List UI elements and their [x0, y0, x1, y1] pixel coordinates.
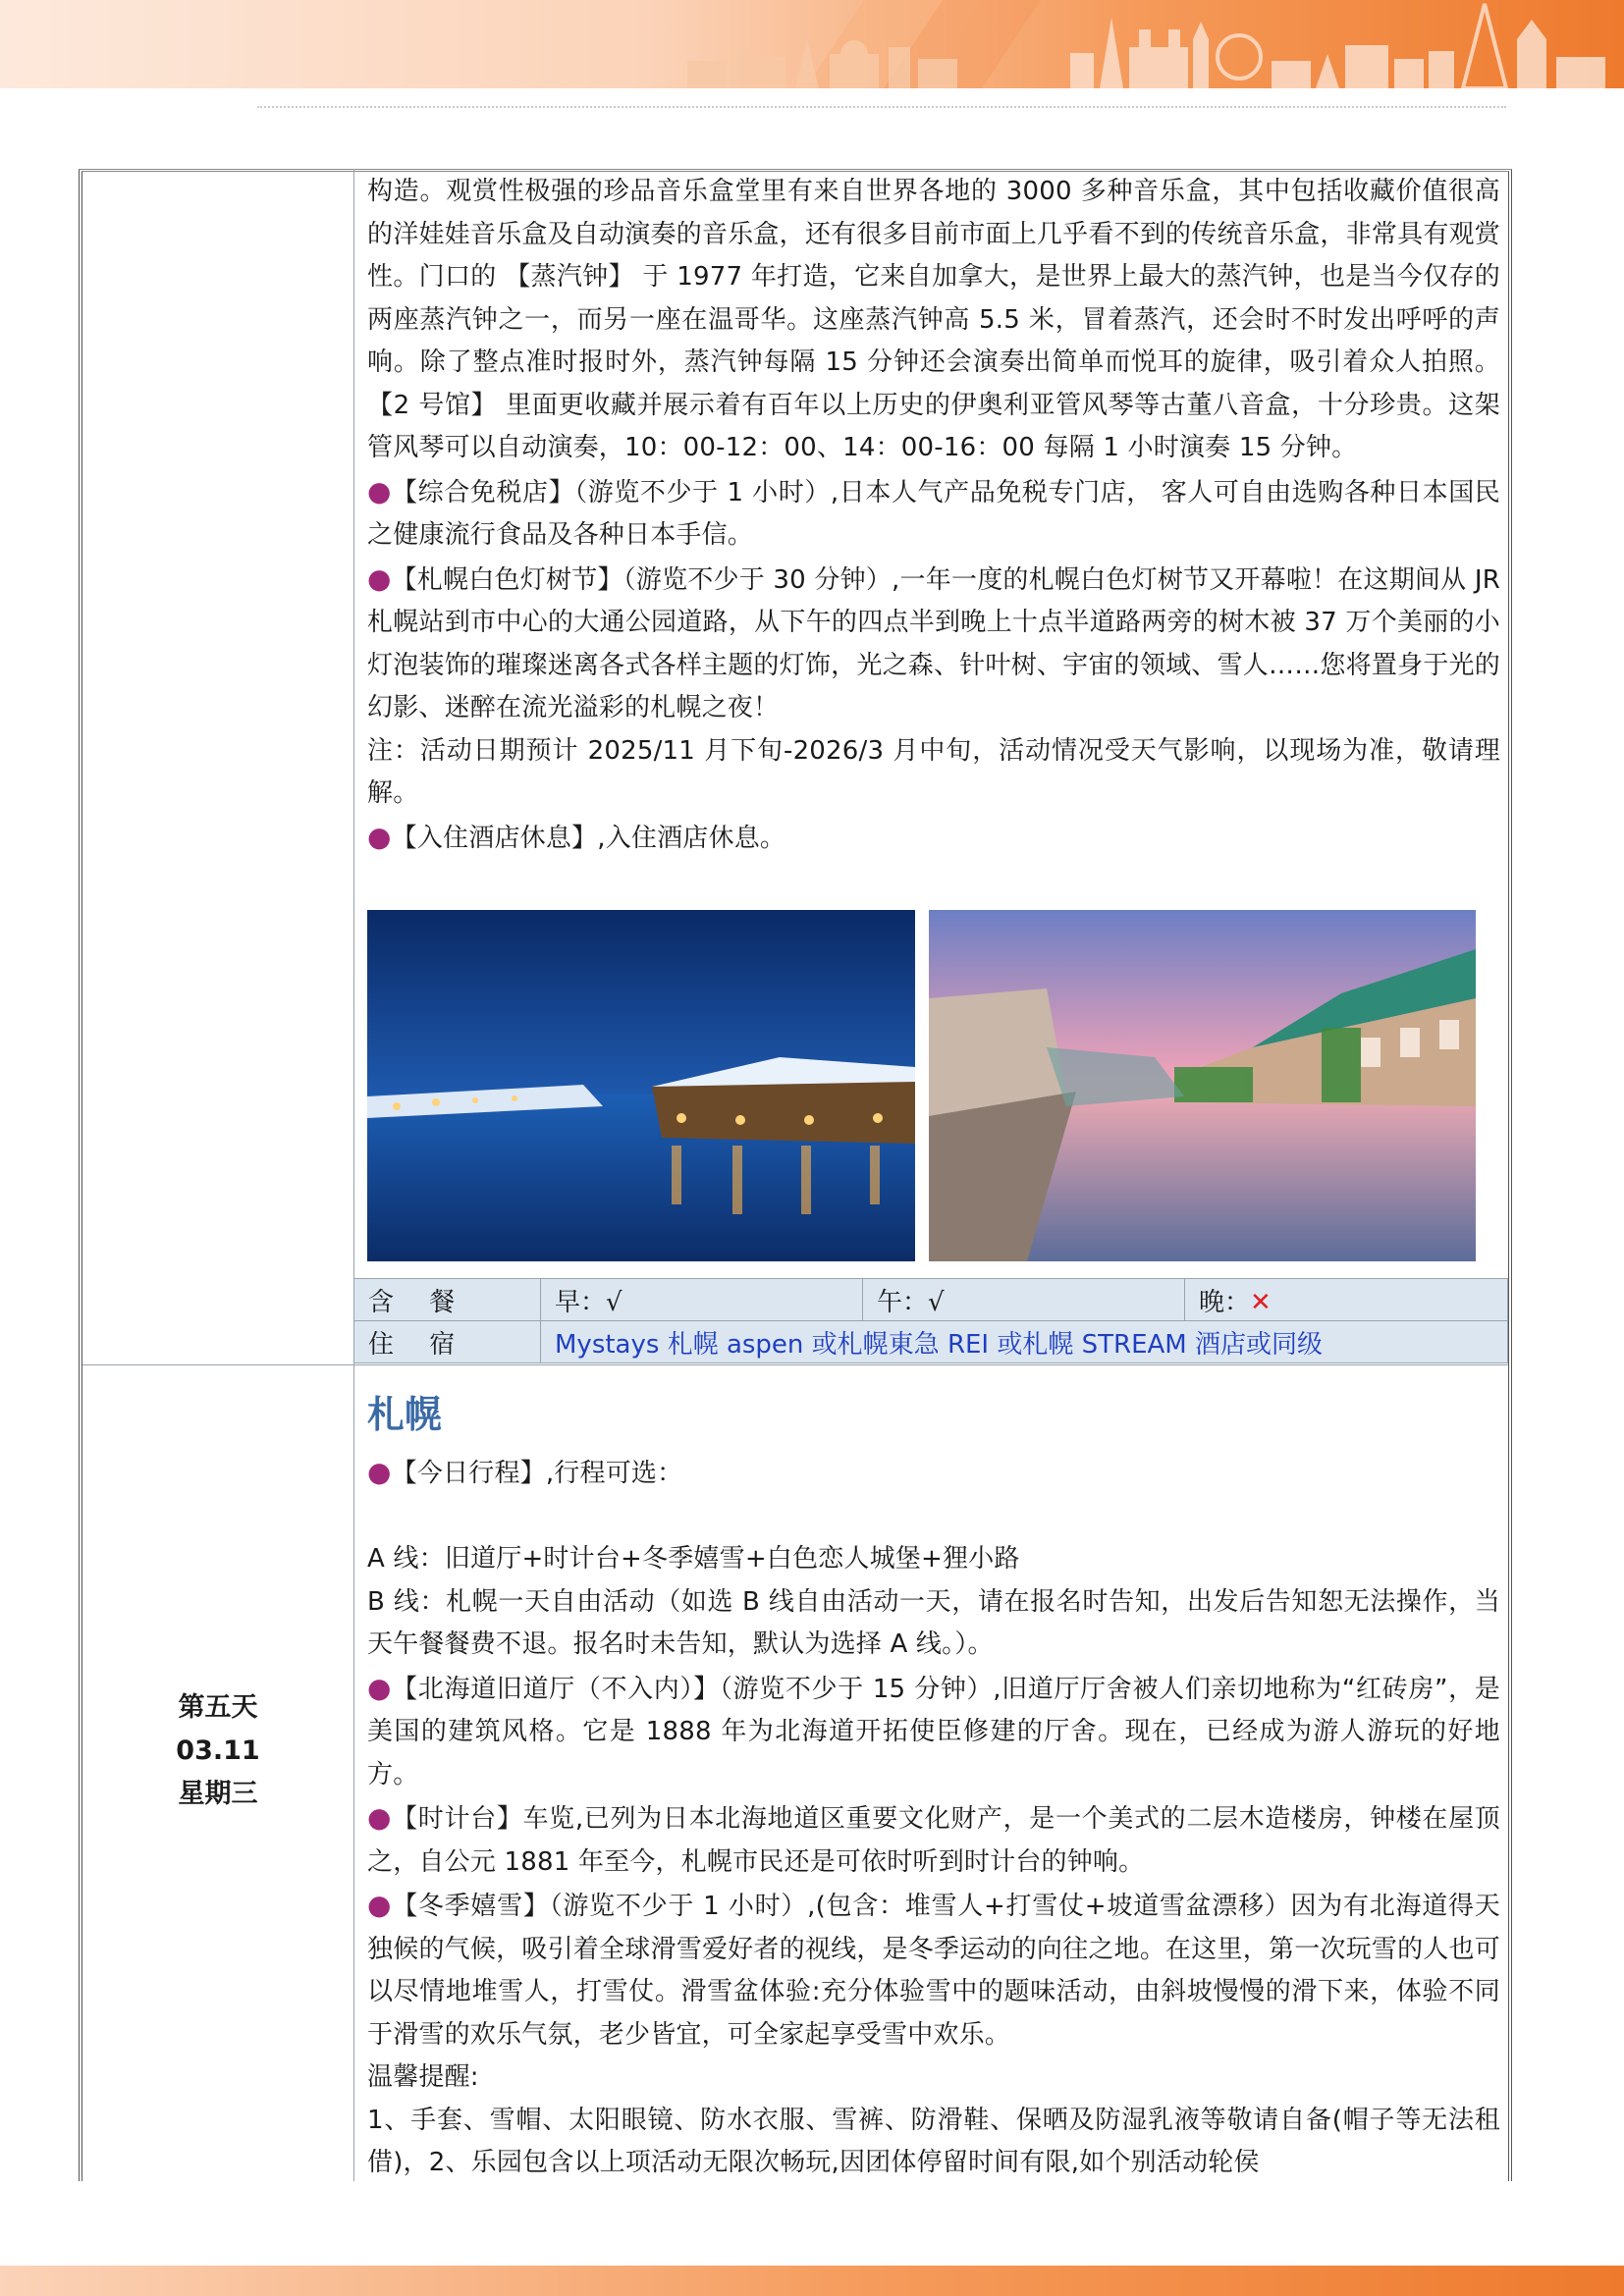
dinner-cell: 晚：✕	[1185, 1279, 1508, 1321]
bullet-icon: ●	[367, 1889, 393, 1921]
route-b: B 线：札幌一天自由活动（如选 B 线自由活动一天，请在报名时告知，出发后告知恕无法操作，当天午餐餐费不退。报名时未告知，默认为选择 A 线。）。	[367, 1586, 1500, 1659]
day-column-divider	[353, 169, 354, 2181]
tips-heading: 温馨提醒:	[367, 2062, 479, 2092]
day-weekday: 星期三	[178, 1779, 258, 1809]
music-box-paragraph: 构造。观赏性极强的珍品音乐盒堂里有来自世界各地的 3000 多种音乐盒，其中包括收藏价值很高的洋娃娃音乐盒及自动演奏的音乐盒，还有很多目前市面上几乎看不到的传统音乐盒，非常具有观赏性。门口的 【蒸汽钟】 于 1977 年打造，它来自加拿大，是世界上最大的蒸汽钟，也是当今仅存的两座蒸汽钟之一，而另一座在温哥华。这座蒸汽钟高 5.5 米，冒着蒸汽，还会时不时发出呼呼的声响。除了整点准时报时外，蒸汽钟每隔 15 分钟还会演奏出简单而悦耳的旋律，吸引着众人拍照。 【2 号馆】 里面更收藏并展示着有百年以上历史的伊奥利亚管风琴等古董八音盒，十分珍贵。这架管风琴可以自动演奏，10：00-12：00、14：00-16：00 每隔 1 小时演奏 15 分钟。	[367, 177, 1500, 462]
list-item: ●【入住酒店休息】,入住酒店休息。	[367, 820, 786, 853]
day-date: 03.11	[176, 1735, 260, 1766]
header-banner	[0, 0, 1624, 88]
note-item: 注：活动日期预计 2025/11 月下旬-2026/3 月中旬，活动情况受天气影响，以现场为准，敬请理解。	[367, 735, 1500, 808]
otaru-canal-sunset-photo	[929, 910, 1476, 1261]
meals-row	[354, 1279, 1508, 1321]
lodging-value: Mystays 札幌 aspen 或札幌東急 REI 或札幌 STREAM 酒店或同级	[541, 1321, 1508, 1363]
list-item: ●【札幌白色灯树节】（游览不少于 30 分钟）,一年一度的札幌白色灯树节又开幕啦！在这期间从 JR 札幌站到市中心的大通公园道路，从下午的四点半到晚上十点半道路两旁的树木被 37 万个美丽的小灯泡装饰的璀璨迷离各式各样主题的灯饰，光之森、针叶树、宇宙的领域、雪人……您将置身于光的幻影、迷醉在流光溢彩的札幌之夜！	[367, 561, 1500, 722]
footer-banner	[0, 2266, 1624, 2296]
otaru-canal-night-photo	[367, 910, 915, 1261]
lodging-row	[354, 1321, 1508, 1363]
bullet-icon: ●	[367, 1801, 393, 1834]
bullet-icon: ●	[367, 474, 393, 507]
previous-day-content	[367, 171, 1500, 860]
day5-content	[367, 1451, 1500, 2185]
meals-lodging-table	[353, 1278, 1508, 1363]
bullet-icon: ●	[367, 1456, 392, 1488]
bullet-icon: ●	[367, 820, 392, 853]
day-row-divider	[82, 1364, 1508, 1365]
lodging-label: 住 宿	[354, 1321, 541, 1363]
meals-label: 含 餐	[354, 1279, 541, 1321]
lunch-cell: 午：√	[863, 1279, 1185, 1321]
bullet-icon: ●	[367, 561, 392, 595]
list-item: ●【综合免税店】（游览不少于 1 小时）,日本人气产品免税专门店， 客人可自由选购各种日本国民之健康流行食品及各种日本手信。	[367, 474, 1500, 550]
city-title: 札幌	[367, 1393, 443, 1436]
header-divider	[257, 106, 1506, 108]
cross-icon: ✕	[1250, 1287, 1272, 1317]
day-label	[82, 1686, 353, 1816]
blank-line	[367, 1496, 1500, 1539]
day-number: 第五天	[178, 1692, 258, 1723]
route-a: A 线：旧道厅+时计台+冬季嬉雪+白色恋人城堡+狸小路	[367, 1544, 1020, 1574]
tips-text: 1、手套、雪帽、太阳眼镜、防水衣服、雪裤、防滑鞋、保晒及防湿乳液等敬请自备(帽子等无法租借)，2、乐园包含以上项活动无限次畅玩,因团体停留时间有限,如个别活动轮侯	[367, 2105, 1500, 2177]
list-item: ●【北海道旧道厅（不入内）】（游览不少于 15 分钟）,旧道厅厅舍被人们亲切地称为“红砖房”，是美国的建筑风格。它是 1888 年为北海道开拓使臣修建的厅舍。现在，已经成为游人游玩的好地方。	[367, 1671, 1500, 1789]
city-skyline-icon	[0, 0, 1624, 88]
breakfast-cell: 早：√	[541, 1279, 863, 1321]
list-item: ●【冬季嬉雪】（游览不少于 1 小时）,(包含：堆雪人+打雪仗+坡道雪盆漂移）因为有北海道得天独候的气候，吸引着全球滑雪爱好者的视线，是冬季运动的向往之地。在这里，第一次玩雪的人也可以尽情地堆雪人，打雪仗。滑雪盆体验:充分体验雪中的题味活动，由斜坡慢慢的滑下来，体验不同于滑雪的欢乐气氛，老少皆宜，可全家起享受雪中欢乐。	[367, 1889, 1500, 2050]
list-item: ●【时计台】车览,已列为日本北海地道区重要文化财产，是一个美式的二层木造楼房，钟楼在屋顶之，自公元 1881 年至今，札幌市民还是可依时听到时计台的钟响。	[367, 1801, 1500, 1877]
bullet-icon: ●	[367, 1671, 393, 1704]
list-item: ●【今日行程】,行程可选：	[367, 1456, 683, 1488]
